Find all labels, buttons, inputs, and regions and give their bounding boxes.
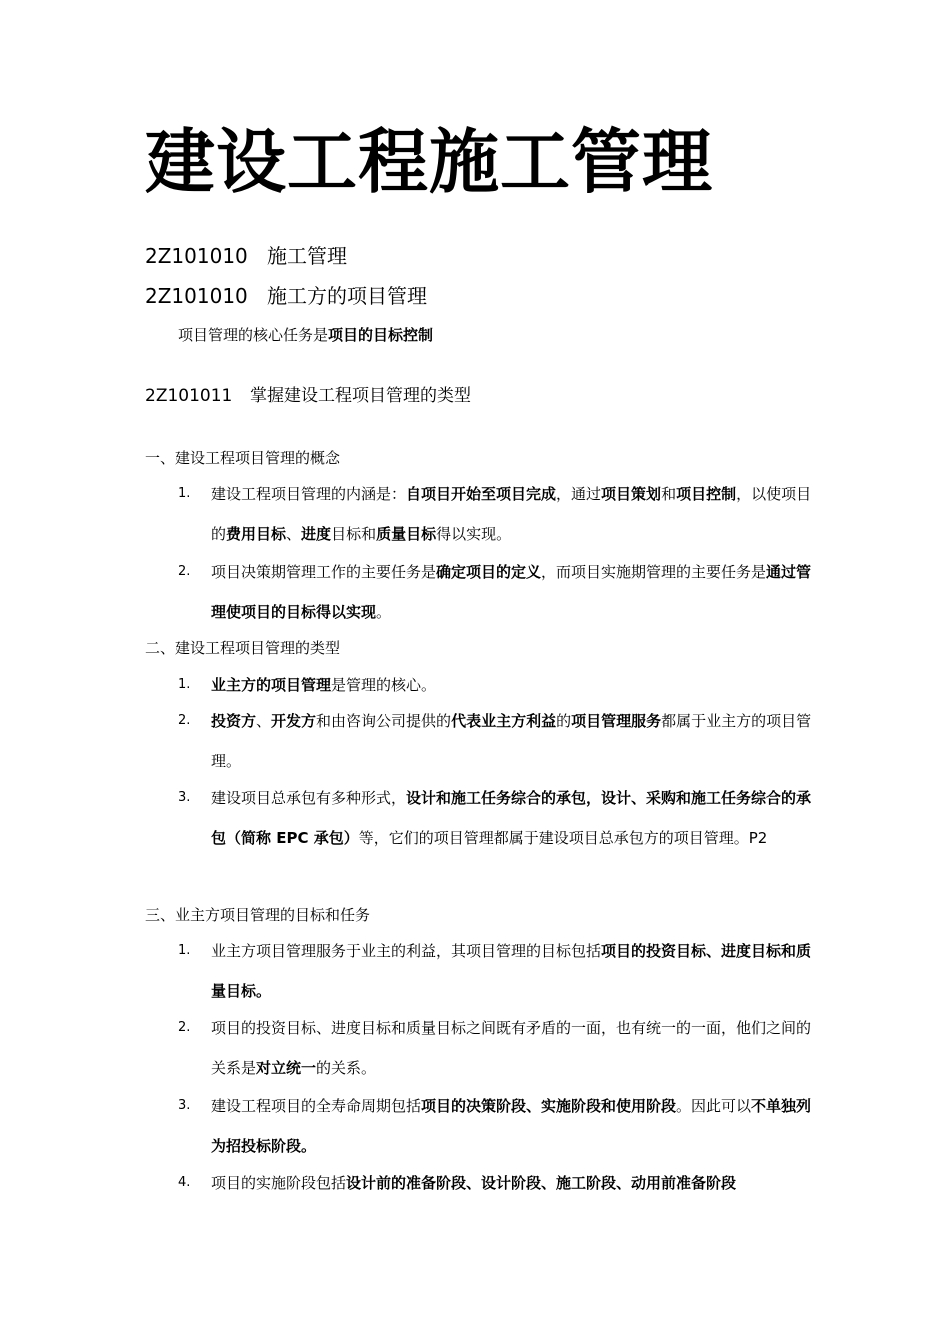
list-text bbox=[211, 665, 818, 705]
text-run: 。因此可以 bbox=[676, 1097, 752, 1115]
section-heading bbox=[145, 242, 347, 270]
list-text bbox=[211, 931, 818, 1011]
text-run: 和由咨询公司提供的 bbox=[316, 712, 452, 730]
list-item bbox=[178, 552, 818, 632]
bold-text: 对立统一 bbox=[256, 1059, 317, 1077]
subheading-code: 2Z101011 bbox=[145, 386, 233, 406]
bold-text: 项目控制 bbox=[676, 485, 737, 503]
text-run: 建设工程项目的全寿命周期包括 bbox=[211, 1097, 422, 1115]
bold-text: 项目的投资目标、进度目标和质量目标。 bbox=[211, 942, 812, 1000]
list-item bbox=[178, 1086, 818, 1166]
subsection-heading bbox=[145, 383, 471, 409]
list-text bbox=[211, 1163, 818, 1203]
text-run: 是管理的核心。 bbox=[331, 676, 437, 694]
bold-text: 代表业主方利益 bbox=[451, 712, 557, 730]
bold-text: 自项目开始至项目完成 bbox=[406, 485, 557, 503]
text-run: 的关系。 bbox=[316, 1059, 377, 1077]
document-title: 建设工程施工管理 bbox=[145, 121, 713, 203]
core-task-bold: 项目的目标控制 bbox=[328, 326, 434, 344]
section-title: 三、业主方项目管理的目标和任务 bbox=[145, 906, 371, 924]
text-run: 建设项目总承包有多种形式， bbox=[211, 789, 407, 807]
subheading-text: 掌握建设工程项目管理的类型 bbox=[250, 386, 471, 406]
list-text bbox=[211, 1008, 818, 1088]
text-run: ，而项目实施期管理的主要任务是 bbox=[541, 563, 767, 581]
heading-code: 2Z101010 bbox=[145, 284, 248, 308]
list-number: 3. bbox=[178, 1098, 191, 1113]
text-run: 、 bbox=[256, 712, 272, 730]
list-text bbox=[211, 1086, 818, 1166]
bold-text: 不单独列为招投标阶段。 bbox=[211, 1097, 812, 1155]
section-title: 一、建设工程项目管理的概念 bbox=[145, 449, 341, 467]
bold-text: 开发方 bbox=[271, 712, 317, 730]
list-number: 2. bbox=[178, 564, 191, 579]
list-number: 2. bbox=[178, 713, 191, 728]
list-number: 1. bbox=[178, 943, 191, 958]
heading-code: 2Z101010 bbox=[145, 244, 248, 268]
bold-text: 项目策划 bbox=[601, 485, 662, 503]
bold-text: 项目管理服务 bbox=[571, 712, 662, 730]
list-item bbox=[178, 1163, 818, 1203]
list-item bbox=[178, 1008, 818, 1088]
list-item bbox=[178, 665, 818, 705]
list-item bbox=[178, 931, 818, 1011]
heading-text: 施工方的项目管理 bbox=[267, 284, 427, 308]
text-run: ，通过 bbox=[556, 485, 602, 503]
list-number: 2. bbox=[178, 1020, 191, 1035]
list-text bbox=[211, 778, 818, 858]
list-text bbox=[211, 474, 818, 554]
text-run: 都属于业主方的项目管理。 bbox=[211, 712, 812, 770]
bold-text: 质量目标 bbox=[376, 525, 437, 543]
list-text bbox=[211, 701, 818, 781]
list-text bbox=[211, 552, 818, 632]
list-number: 1. bbox=[178, 677, 191, 692]
bold-text: 通过管理使项目的目标得以实现 bbox=[211, 563, 812, 621]
section-heading bbox=[145, 282, 427, 310]
text-run: 建设工程项目管理的内涵是： bbox=[211, 485, 407, 503]
list-item bbox=[178, 474, 818, 554]
text-run: 等，它们的项目管理都属于建设项目总承包方的项目管理。P2 bbox=[358, 829, 768, 847]
text-run: 项目的实施阶段包括 bbox=[211, 1174, 347, 1192]
core-task-text: 项目管理的核心任务是 bbox=[178, 326, 329, 344]
list-item bbox=[178, 778, 818, 858]
section-title: 二、建设工程项目管理的类型 bbox=[145, 639, 341, 657]
text-run: ，以使项目的 bbox=[211, 485, 812, 543]
text-run: 和 bbox=[661, 485, 677, 503]
bold-text: 投资方 bbox=[211, 712, 257, 730]
bold-text: 设计和施工任务综合的承包，设计、采购和施工任务综合的承包（简称 EPC 承包） bbox=[211, 789, 812, 847]
text-run: 项目的投资目标、进度目标和质量目标之间既有矛盾的一面，也有统一的一面，他们之间的关系是 bbox=[211, 1019, 812, 1077]
text-run: 。 bbox=[376, 603, 392, 621]
bold-text: 业主方的项目管理 bbox=[211, 676, 332, 694]
bold-text: 设计前的准备阶段、设计阶段、施工阶段、动用前准备阶段 bbox=[346, 1174, 737, 1192]
core-task-line bbox=[178, 323, 433, 347]
text-run: 业主方项目管理服务于业主的利益，其项目管理的目标包括 bbox=[211, 942, 602, 960]
bold-text: 进度 bbox=[301, 525, 332, 543]
bold-text: 费用目标 bbox=[226, 525, 287, 543]
list-item bbox=[178, 701, 818, 781]
text-run: 项目决策期管理工作的主要任务是 bbox=[211, 563, 437, 581]
text-run: 得以实现。 bbox=[436, 525, 512, 543]
text-run: 目标和 bbox=[331, 525, 377, 543]
heading-text: 施工管理 bbox=[267, 244, 347, 268]
list-number: 4. bbox=[178, 1175, 191, 1190]
text-run: 、 bbox=[286, 525, 302, 543]
list-number: 3. bbox=[178, 790, 191, 805]
bold-text: 确定项目的定义 bbox=[436, 563, 542, 581]
list-number: 1. bbox=[178, 486, 191, 501]
text-run: 的 bbox=[556, 712, 572, 730]
bold-text: 项目的决策阶段、实施阶段和使用阶段 bbox=[421, 1097, 677, 1115]
